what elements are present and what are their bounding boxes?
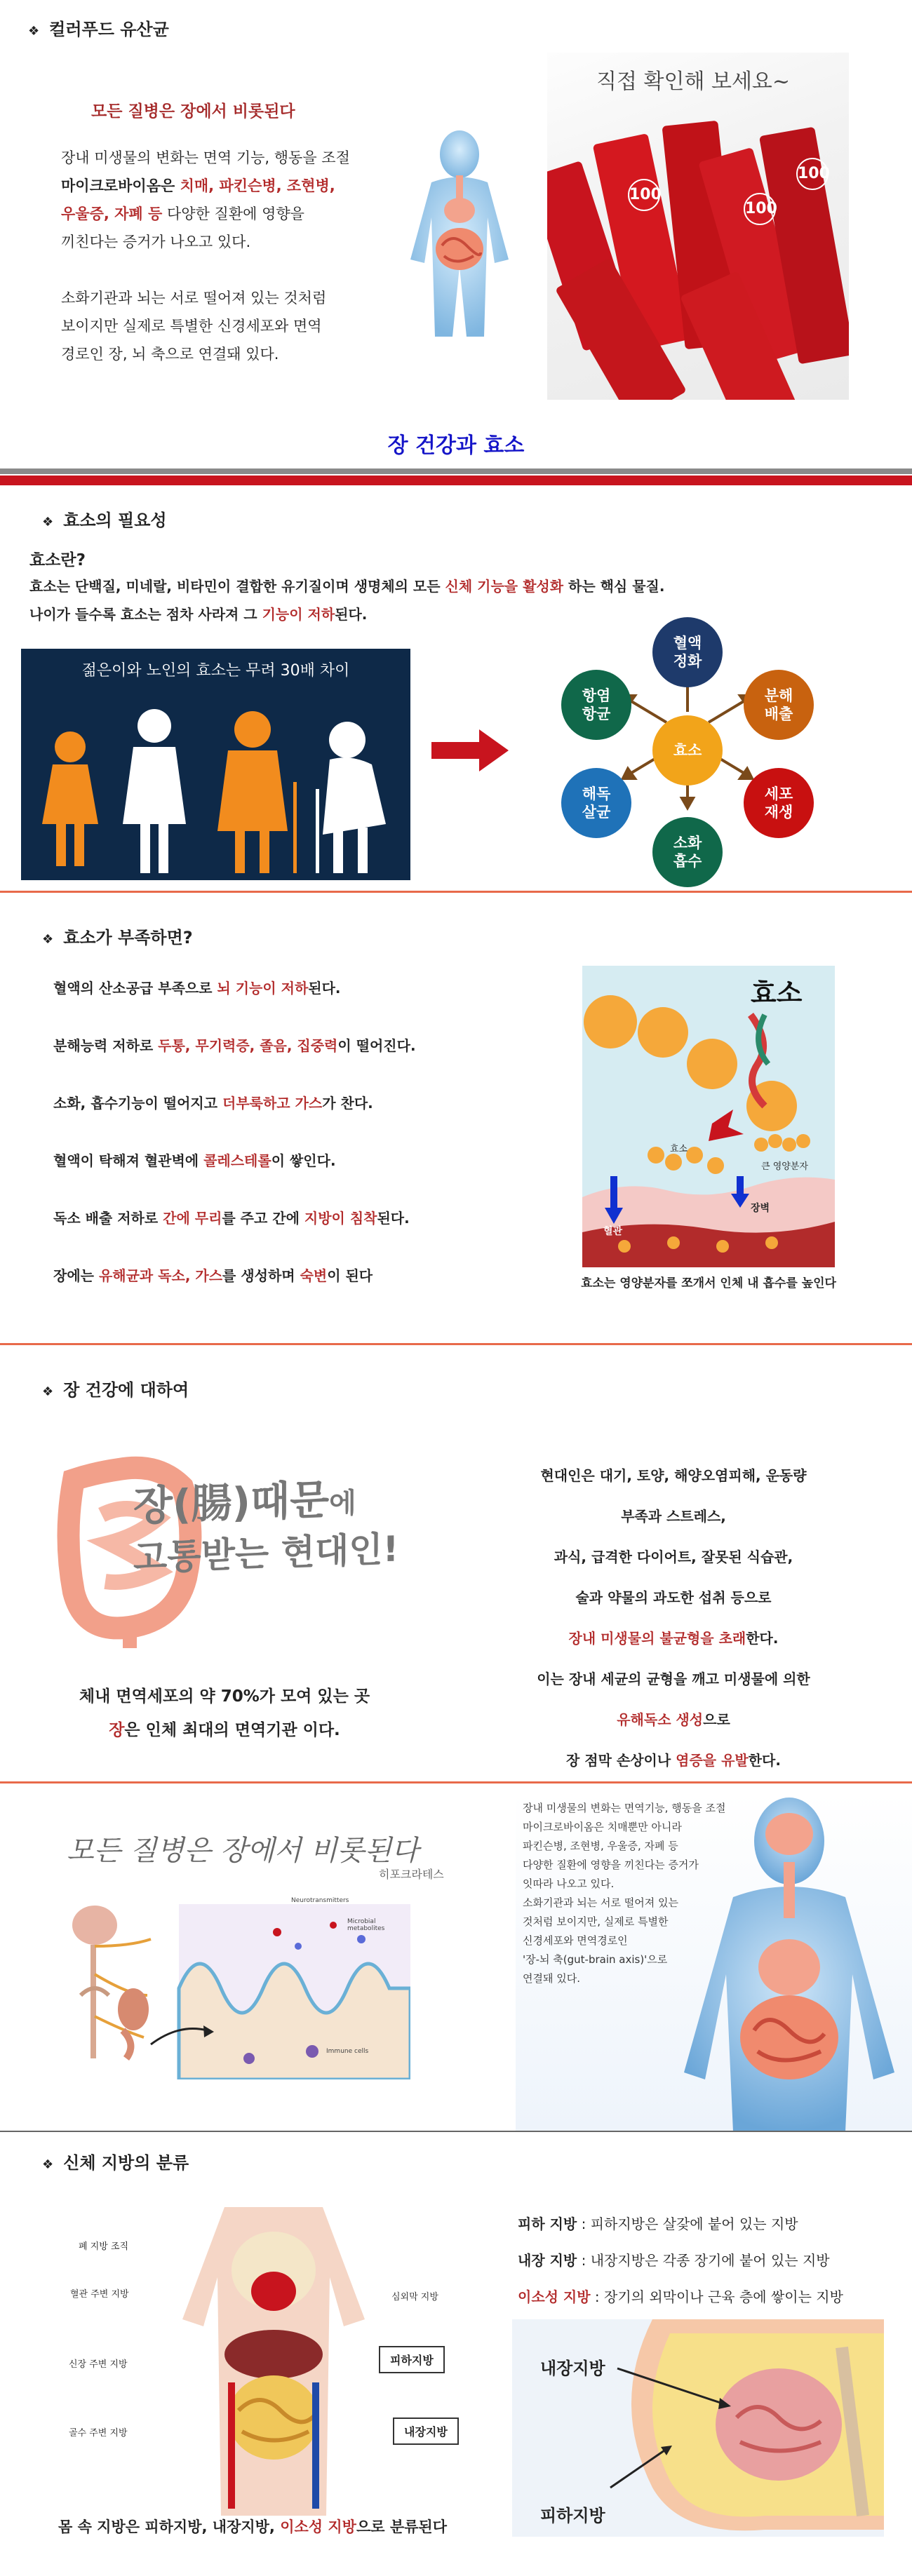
age-comparison-panel	[21, 649, 410, 880]
label-gut-wall: 장벽	[751, 1203, 770, 1214]
banner-bar-red	[0, 476, 912, 485]
section-title: ❖ 장 건강에 대하여	[42, 1380, 189, 1400]
arrow-right-icon	[431, 729, 509, 771]
deficiency-item: 혈액이 탁해져 혈관벽에 콜레스테롤이 쌓인다.	[53, 1152, 336, 1169]
pelvis-label-subcutaneous: 피하지방	[540, 2506, 605, 2526]
section-body-fat	[0, 2133, 912, 2576]
enzyme-node-digest: 소화 흡수	[652, 817, 723, 887]
modern-causes: 현대인은 대기, 토양, 해양오염피해, 운동량 부족과 스트레스, 과식, 급격한 다이어트, 잘못된 식습관, 술과 약물의 과도한 섭취 등으로 장내 미생물의 불균형을 초래한다. 이는 장내 세균의 균형을 깨고 미생물에 의한 유해독소 생성으로 장 점막 손상이나 염증을 유발한다.	[537, 1467, 810, 1769]
pelvis-label-visceral: 내장지방	[540, 2359, 605, 2378]
deficiency-item: 혈액의 산소공급 부족으로 뇌 기능이 저하된다.	[53, 980, 341, 997]
big-headline-2: 고통받는 현대인!	[133, 1528, 399, 1579]
label-vessel: 혈관	[603, 1226, 623, 1237]
big-headline-1: 장(腸)때문에	[133, 1475, 356, 1530]
diamond-bullet-icon: ❖	[42, 932, 54, 947]
gut-brain-body-text: 장내 미생물의 변화는 면역기능, 행동을 조절 마이크로바이옴은 치매뿐만 아니라 파킨슨병, 조현병, 우울증, 자폐 등 다양한 질환에 영향을 끼친다는 증거가 잇따라 나오고 있다. 소화기관과 뇌는 서로 떨어져 있는 것처럼 보이지만, 실제로 특별한 신경세포와 면역경로인 '장-뇌 축(gut-brain axis)'으로 연결돼 있다.	[523, 1802, 726, 1985]
gut-brain-headline: 모든 질병은 장에서 비롯된다	[67, 1835, 419, 1867]
diamond-bullet-icon: ❖	[42, 2157, 54, 2172]
immune-fact: 체내 면역세포의 약 70%가 모여 있는 곳 장은 인체 최대의 면역기관 이다.	[79, 1687, 370, 1739]
section-probiotic	[0, 0, 912, 431]
section-divider	[0, 2131, 912, 2132]
gut-brain-diagram	[67, 1890, 410, 2079]
fat-def-item: 내장 지방 : 내장지방은 각종 장기에 붙어 있는 지방	[518, 2252, 830, 2269]
diagram-label-neuro: Neurotransmitters	[291, 1897, 349, 1904]
banner-title: 장 건강과 효소	[387, 433, 525, 458]
enzyme-center-node: 효소	[652, 715, 723, 785]
enzyme-node-cell: 세포 재생	[744, 768, 814, 838]
label-enzyme: 효소	[670, 1144, 688, 1154]
fat-def-item: 이소성 지방 : 장기의 외막이나 근육 층에 쌓이는 지방	[518, 2288, 843, 2305]
enzyme-definition: 효소는 단백질, 미네랄, 비타민이 결합한 유기질이며 생명체의 모든 신체 기능을 활성화 하는 핵심 물질.	[29, 578, 665, 595]
section-title: ❖ 신체 지방의 분류	[42, 2153, 189, 2173]
section-gut-brain	[0, 1785, 912, 2129]
deficiency-list	[53, 978, 416, 1323]
product-caption: 직접 확인해 보세요~	[596, 69, 791, 94]
deficiency-item: 장에는 유해균과 독소, 가스를 생성하며 숙변이 된다	[53, 1267, 373, 1284]
fat-label-right: 심외막 지방	[391, 2292, 438, 2302]
fat-label-left: 폐 지방 조직	[79, 2241, 129, 2252]
product-photo	[547, 53, 849, 400]
headline: 모든 질병은 장에서 비롯된다	[91, 102, 295, 121]
body-gut-illustration	[389, 126, 530, 351]
fat-box-subcutaneous: 피하지방	[379, 2346, 445, 2373]
body-fat-anatomy-illustration	[168, 2207, 379, 2516]
section-title: ❖ 효소가 부족하면?	[42, 928, 193, 948]
fat-label-left: 신장 주변 지방	[69, 2359, 128, 2370]
fat-def-item: 피하 지방 : 피하지방은 살갗에 붙어 있는 지방	[518, 2216, 798, 2232]
enzyme-node-antiinflam: 항염 항균	[561, 670, 631, 740]
figure-caption: 효소는 영양분자를 쪼개서 인체 내 흡수를 높인다	[581, 1276, 836, 1290]
diamond-bullet-icon: ❖	[28, 24, 40, 39]
section-title: ❖ 컬러푸드 유산균	[28, 20, 169, 39]
figure-title: 효소	[751, 978, 803, 1009]
section-title: ❖ 효소의 필요성	[42, 511, 167, 530]
section-divider	[0, 1781, 912, 1783]
intro-paragraph: 장내 미생물의 변화는 면역 기능, 행동을 조절 마이크로바이옴은 치매, 파킨슨병, 조현병, 우울증, 자폐 등 다양한 질환에 영향을 끼친다는 증거가 나오고 있다. 소화기관과 뇌는 서로 떨어져 있는 것처럼 보이지만 실제로 특별한 신경세포와 면역 경로인 장, 뇌 축으로 연결돼 있다.	[61, 149, 350, 363]
quote-author: 히포크라테스	[379, 1868, 444, 1881]
diamond-bullet-icon: ❖	[42, 1384, 54, 1399]
age-caption: 젊은이와 노인의 효소는 무려 30배 차이	[81, 662, 350, 680]
section-enzyme-deficiency	[0, 894, 912, 1343]
fat-box-visceral: 내장지방	[393, 2417, 459, 2445]
banner-bar-gray	[0, 468, 912, 474]
enzyme-molecules-illustration	[582, 966, 835, 1267]
deficiency-item: 분해능력 저하로 두통, 무기력증, 졸음, 집중력이 떨어진다.	[53, 1037, 416, 1054]
enzyme-node-decompose: 분해 배출	[744, 670, 814, 740]
enzyme-question: 효소란?	[29, 551, 86, 569]
people-silhouettes-icon	[21, 684, 410, 880]
enzyme-aging: 나이가 들수록 효소는 점차 사라져 그 기능이 저하된다.	[29, 606, 368, 623]
enzyme-node-blood: 혈액 정화	[652, 617, 723, 687]
pelvis-figure	[512, 2319, 884, 2537]
gut-brain-body-figure	[516, 1792, 912, 2132]
deficiency-item: 소화, 흡수기능이 떨어지고 더부룩하고 가스가 찬다.	[53, 1095, 373, 1112]
section-gut-health	[0, 1347, 912, 1781]
diamond-bullet-icon: ❖	[42, 515, 54, 530]
enzyme-node-detox: 해독 살균	[561, 768, 631, 838]
fat-definitions	[518, 2206, 843, 2315]
deficiency-item: 독소 배출 저하로 간에 무리를 주고 간에 지방이 침착된다.	[53, 1210, 410, 1227]
stick-label: 100	[744, 193, 776, 225]
stick-label: 100	[796, 158, 829, 190]
stick-label: 100	[628, 179, 660, 211]
fat-label-left: 혈관 주변 지방	[70, 2289, 129, 2300]
section-enzyme-need	[0, 491, 912, 891]
section-divider	[0, 891, 912, 893]
fat-label-left: 골수 주변 지방	[69, 2428, 128, 2439]
fat-classification-caption: 몸 속 지방은 피하지방, 내장지방, 이소성 지방으로 분류된다	[58, 2518, 447, 2535]
section-divider	[0, 1343, 912, 1345]
diagram-label-immune: Immune cells	[326, 2048, 369, 2055]
enzyme-absorption-figure	[582, 966, 835, 1267]
diagram-label-metabolite: Microbial metabolites	[347, 1918, 385, 1932]
label-large-molecule: 큰 영양분자	[761, 1161, 808, 1172]
